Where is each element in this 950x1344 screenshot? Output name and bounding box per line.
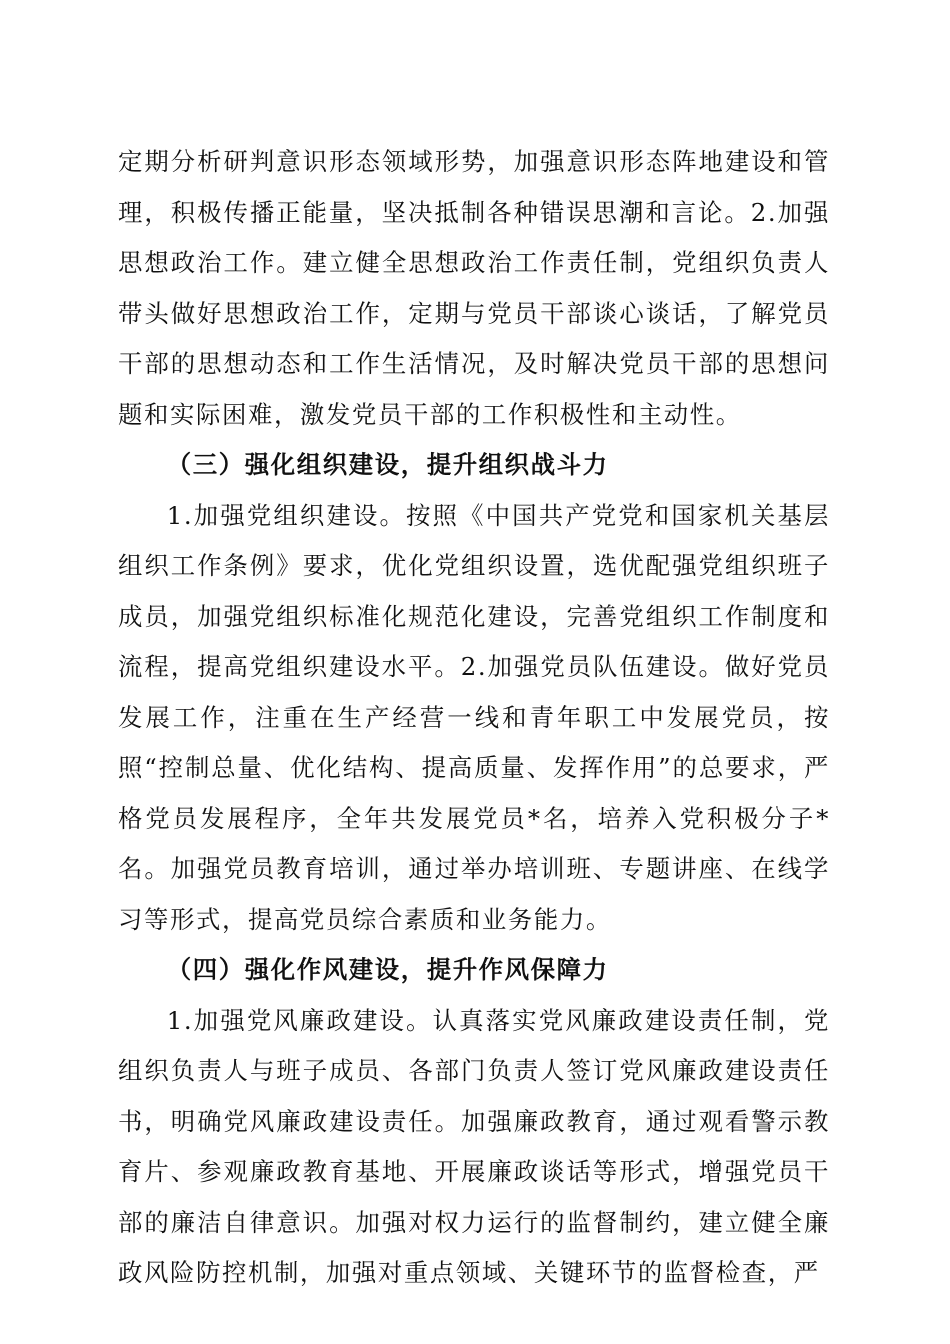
body-paragraph-continuation: 定期分析研判意识形态领域形势，加强意识形态阵地建设和管理，积极传播正能量，坚决抵制各种错误思潮和言论。2.加强思想政治工作。建立健全思想政治工作责任制，党组织负责人带头做好思想政治工作，定期与党员干部谈心谈话，了解党员干部的思想动态和工作生活情况，及时解决党员干部的思想问题和实际困难，激发党员干部的工作积极性和主动性。 — [118, 147, 830, 429]
body-paragraph-organization: 1.加强党组织建设。按照《中国共产党党和国家机关基层组织工作条例》要求，优化党组织设置，选优配强党组织班子成员，加强党组织标准化规范化建设，完善党组织工作制度和流程，提高党组织建设水平。2.加强党员队伍建设。做好党员发展工作，注重在生产经营一线和青年职工中发展党员，按照“控制总量、优化结构、提高质量、发挥作用”的总要求，严格党员发展程序，全年共发展党员*名，培养入党积极分子*名。加强党员教育培训，通过举办培训班、专题讲座、在线学习等形式，提高党员综合素质和业务能力。 — [118, 500, 830, 934]
section-heading-3: （三）强化组织建设，提升组织战斗力 — [166, 450, 609, 479]
section-heading-4: （四）强化作风建设，提升作风保障力 — [166, 955, 609, 984]
body-paragraph-style: 1.加强党风廉政建设。认真落实党风廉政建设责任制，党组织负责人与班子成员、各部门负责人签订党风廉政建设责任书，明确党风廉政建设责任。加强廉政教育，通过观看警示教育片、参观廉政教育基地、开展廉政谈话等形式，增强党员干部的廉洁自律意识。加强对权力运行的监督制约，建立健全廉政风险防控机制，加强对重点领域、关键环节的监督检查，严 — [118, 1005, 830, 1287]
document-body — [118, 137, 830, 1299]
